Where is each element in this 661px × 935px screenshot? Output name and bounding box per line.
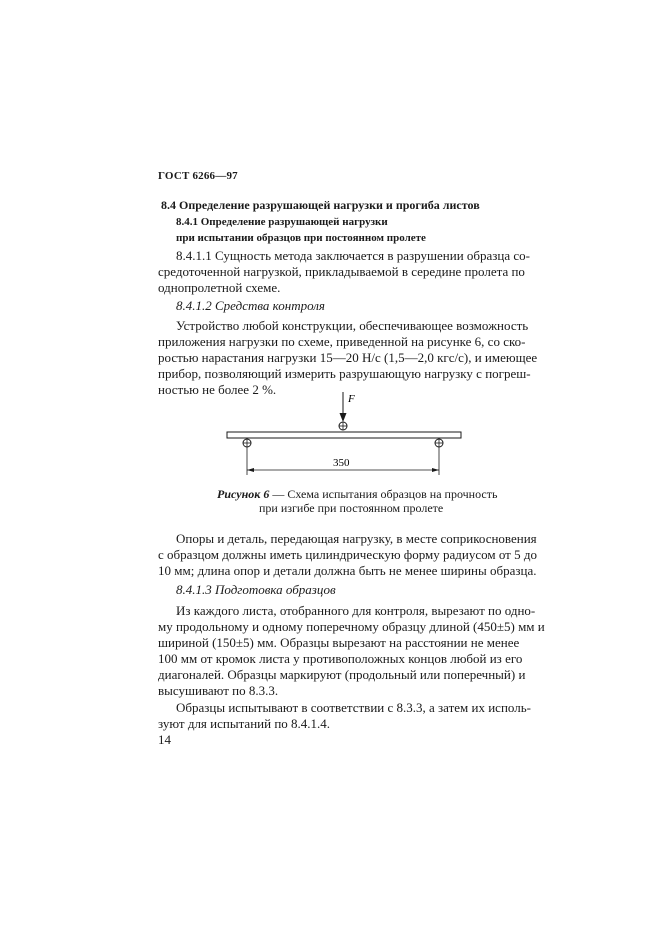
subsection-heading-line1: 8.4.1 Определение разрушающей нагрузки [176, 216, 388, 228]
bending-test-diagram [215, 388, 475, 488]
paragraph-line: шириной (150±5) мм. Образцы вырезают на расстоянии не менее [158, 635, 520, 650]
subsection-title: 8.4.1.3 Подготовка образцов [176, 582, 336, 597]
paragraph-line: высушивают по 8.3.3. [158, 683, 279, 698]
paragraph-line: средоточенной нагрузкой, прикладываемой в середине пролета по [158, 264, 525, 279]
paragraph-line: му продольному и одному поперечному образцу длиной (450±5) мм и [158, 619, 545, 634]
paragraph-line: с образцом должны иметь цилиндрическую форму радиусом от 5 до [158, 547, 537, 562]
paragraph-line: зуют для испытаний по 8.4.1.4. [158, 716, 331, 731]
paragraph-line: диагоналей. Образцы маркируют (продольный или поперечный) и [158, 667, 526, 682]
section-heading: 8.4 Определение разрушающей нагрузки и прогиба листов [161, 198, 480, 212]
force-arrow-head [340, 413, 347, 422]
paragraph-line: ностью не более 2 %. [158, 382, 277, 397]
paragraph-line: ростью нарастания нагрузки 15—20 Н/с (1,5—2,0 кгс/с), и имеющее [158, 350, 538, 365]
figure-caption-line2: при изгибе при постоянном пролете [259, 501, 444, 515]
document-code: ГОСТ 6266—97 [158, 170, 238, 182]
page-number: 14 [158, 732, 171, 747]
paragraph-line: прибор, позволяющий измерить разрушающую нагрузку с погреш- [158, 366, 531, 381]
figure-caption-line1: Рисунок 6 — Схема испытания образцов на прочность [217, 487, 498, 501]
span-dimension-label: 350 [333, 457, 350, 469]
paragraph-line: Образцы испытывают в соответствии с 8.3.3, а затем их исполь- [176, 700, 531, 715]
paragraph-line: 8.4.1.1 Сущность метода заключается в разрушении образца со- [176, 248, 530, 263]
figure-caption-label: Рисунок 6 [217, 487, 270, 501]
force-label: F [348, 393, 355, 405]
paragraph-line: Опоры и деталь, передающая нагрузку, в месте соприкосновения [176, 531, 537, 546]
paragraph-line: приложения нагрузки по схеме, приведенной на рисунке 6, со ско- [158, 334, 526, 349]
subsection-heading-line2: при испытании образцов при постоянном пролете [176, 232, 426, 244]
subsection-title: 8.4.1.2 Средства контроля [176, 298, 325, 313]
specimen-plate [227, 432, 461, 438]
paragraph-line: 100 мм от кромок листа у противоположных концов любой из его [158, 651, 523, 666]
paragraph-line: однопролетной схеме. [158, 280, 281, 295]
paragraph-line: Устройство любой конструкции, обеспечивающее возможность [176, 318, 529, 333]
paragraph-line: 10 мм; длина опор и детали должна быть не менее ширины образца. [158, 563, 537, 578]
paragraph-line: Из каждого листа, отобранного для контроля, вырезают по одно- [176, 603, 536, 618]
